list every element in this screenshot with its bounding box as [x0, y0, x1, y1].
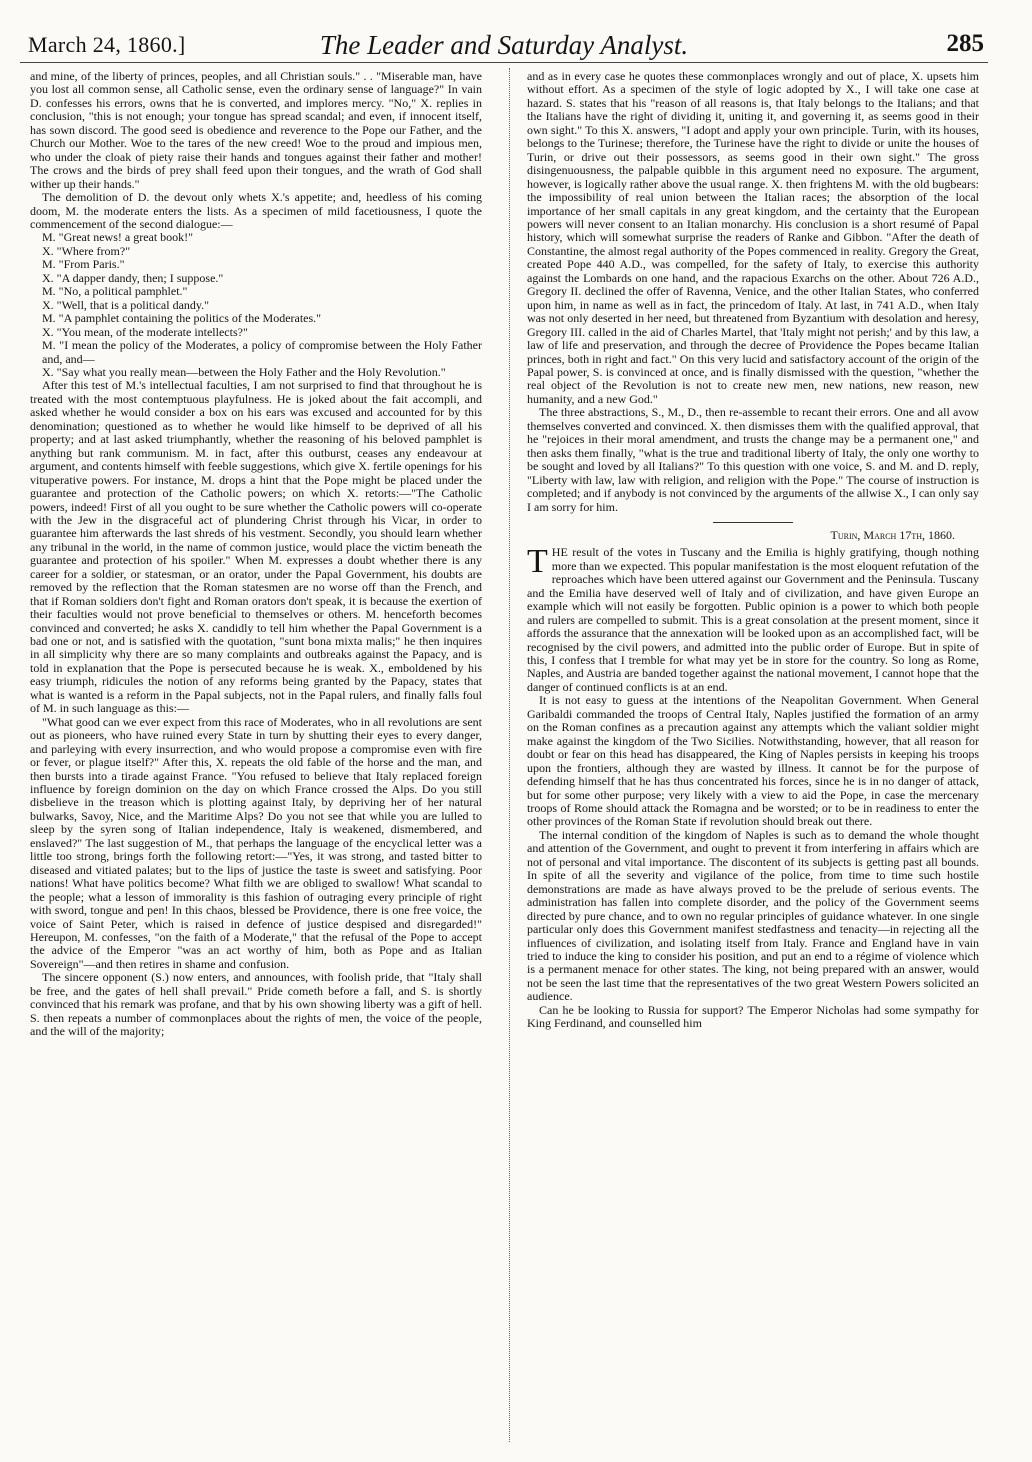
dialogue-line: M. "From Paris." [42, 257, 125, 272]
dateline: Turin, March 17th, 1860. [830, 527, 955, 542]
dialogue-line: M. "A pamphlet containing the politics of the Moderates." [42, 311, 322, 326]
issue-date: March 24, 1860.] [28, 32, 186, 57]
lead-paragraph [527, 543, 979, 694]
paragraph: It is not easy to guess at the intentions of the Neapolitan Government. When General Garibaldi commanded the troops of Central Italy, Naples justified the formation of an army on the Roman confines as a precaution against any attempts which the valiant soldier might make against the kingdom of the Two Sicilies. Notwithstanding, however, that all reason for doubt or fear on this head has disappeared, the King of Naples persists in keeping his troops upon the frontiers, although they are wasted by illness. It cannot be for the purpose of defending himself that he has thus concentrated his forces, since he is in no danger of attack, but for some other purpose; very likely with a view to aid the Pope, in case the mercenary troops of Rome should attack the Romagna and be worsted; or to be in readiness to enter the other provinces of the Roman State if revolution should break out there. [527, 693, 979, 829]
paragraph: The internal condition of the kingdom of Naples is such as to demand the whole thought and attention of the Government, and ought to prevent it from interfering in affairs which are not of personal and vital importance. The discontent of its subjects is getting past all bounds. In spite of all the severity and vigilance of the police, from time to time such hostile demonstrations are made as have always proved to be the prelude of serious events. The administration has fallen into complete disorder, and the policy of the Government seems directed by pure chance, and to own no regular principles of guidance whatever. In one single particular only does this Government manifest stedfastness and tenacity—in rejecting all the influences of civilization, and isolating itself from Italy. France and England have in vain tried to induce the king to consider his position, and put an end to a régime of violence which is a permanent menace for other states. The king, not being prepared with an answer, would not be seen the last time that the representatives of the two great Western Powers solicited an audience. [527, 827, 979, 1004]
left-column [30, 70, 482, 1438]
drop-cap: T [527, 543, 548, 581]
publication-title: The Leader and Saturday Analyst. [319, 30, 689, 60]
dialogue-line: X. "Say what you really mean—between the Holy Father and the Holy Revolution." [42, 364, 446, 379]
dialogue-line: M. "Great news! a great book!" [42, 230, 194, 245]
paragraph: and mine, of the liberty of princes, peoples, and all Christian souls." . . "Miserable man, have you lost all common sense, all Catholic sense, even the ordinary sense of language?" In vain D. confesses his errors, owns that he is converted, and implores mercy. "No," X. replies in conclusion, "this is not enough; your tongue has spread scandal; and even, if innocent itself, has sown discord. The good seed is obedience and reverence to the Pope our Father, and the Church our Mother. Woe to the tares of the new creed! Woe to the proud and impious men, who under the cloak of piety raise their hands and tongues against their father and mother! The crows and the birds of prey shall feed upon their tongues, and the wrath of God shall wither up their hands." [30, 70, 482, 191]
dialogue-line: M. "I mean the policy of the Moderates, a policy of compromise between the Holy Father and, and— [42, 338, 482, 366]
section-separator [713, 522, 793, 523]
paragraph: Can he be looking to Russia for support? The Emperor Nicholas had some sympathy for King Ferdinand, and counselled him [527, 1002, 979, 1031]
dialogue-line: X. "A dapper dandy, then; I suppose." [42, 270, 224, 285]
dialogue-block [30, 231, 482, 379]
paragraph: After this test of M.'s intellectual faculties, I am not surprised to find that throughout he is treated with the most contemptuous playfulness. He is joked about the fait accompli, and asked whether he would consider a box on his ears was excused and accounted for by this denomination; questioned as to whether he would like himself to be deprived of all his property; and at last asked triumphantly, whether the reasoning of his beloved pamphlet is anything but rank communism. M. in fact, after this outburst, ceases any endeavour at argument, and contents himself with feeble suggestions, which give X. fertile openings for his vituperative powers. For instance, M. drops a hint that the Pope might be placed under the guarantee and protection of the Catholic powers; on which X. retorts:—"The Catholic powers, indeed! First of all you ought to be sure whether the Catholic powers will co-operate with the Jew in the disgraceful act of plundering Christ through his Vicar, in order to guarantee him afterwards the last shreds of his vestment. Secondly, you should learn whether any tribunal in the world, in the name of common justice, would place the victim beneath the guarantee and protection of his spoiler." When M. expresses a doubt whether there is any career for a soldier, or statesman, or an orator, under the Papal Government, his doubts are removed by the reflection that the Roman statesmen are no worse off than the French, and that if Roman soldiers don't fight and Roman orators don't speak, it is because the exertion of their faculties would not prove beneficial to themselves or others. M. henceforth becomes convinced and converted; he asks X. candidly to tell him whether the Papal Government is a bad one or not, and is satisfied with the quotation, "sunt bona mixta malis;" he then inquires in all simplicity why there are so many complaints and outbreaks against the Papacy, and is told in explanation that the Pope is persecuted because he is weak. X., emboldened by his easy triumph, ridicules the notion of any reforms being granted by the Papacy, states that what is wanted is a reform in the Papal subjects, not in the Papal rulers, and finally falls foul of M. in such language as this:— [30, 378, 482, 716]
page-number: 285 [946, 30, 984, 57]
paragraph: and as in every case he quotes these commonplaces wrongly and out of place, X. upsets him without effort. As a specimen of the style of logic adopted by X., I will take one case at hazard. S. states that his "reason of all reasons is, that Italy belongs to the Italians; and that the Italians have the right of dividing it, uniting it, and governing it, as seems good in their own sight." To this X. answers, "I adopt and apply your own principle. Turin, with its houses, belongs to the Turinese; therefore, the Turinese have the right to divide or unite the houses of Turin, or drive out their possessors, as seems good in their own sight." The gross disingenuousness, the palpable quibble in this argument need no exposure. The argument, however, is logically rather above the usual range. X. then frightens M. with the old bugbears: the impossibility of real union between the Italian races; the absorption of the local importance of her small capitals in any great kingdom, and the certainty that the European powers will never consent to an Italian monarchy. His conclusion is a short resumé of Papal history, which will somewhat surprise the readers of Ranke and Gibbon. "After the death of Constantine, the almost regal authority of the Popes commenced in reality. Gregory the Great, created Pope 440 A.D., was compelled, for the safety of Italy, to exercise this authority against the Lombards on one hand, and the rapacious Exarchs on the other. About 726 A.D., Gregory II. declined the offer of Ravenna, Venice, and the other Italian States, who conferred upon him, in name as well as in fact, the princedom of Italy. At last, in 741 A.D., when Italy was not only deserted in her need, but threatened from Byzantium with desolation and heresy, Gregory III. called in the aid of Charles Martel, that 'Italy might not perish;' and by this law, a law of life and preservation, and through the decree of Providence the Popes became Italian princes, both in right and fact." On this very lucid and satisfactory account of the origin of the Papal power, S. is convinced at once, and is finally dismissed with the question, "whether the real object of the Revolution is not to create new men, new nations, new reason, new humanity, and a new God." [527, 70, 979, 406]
lead-paragraph-text: HE result of the votes in Tuscany and the Emilia is highly gratifying, though nothing more than we expected. This popular manifestation is the most eloquent refutation of the reproaches which have been uttered against our Government and the Peninsula. Tuscany and the Emilia have deserved well of Italy and of civilization, and have given Europe an example which will not easily be forgotten. Public opinion is a power to which both people and rulers are compelled to submit. This is a great consolation at the present moment, since it affords the assurance that the annexation will be looked upon as an accomplished fact, will be recognised by the civil powers, and admitted into the public order of Europe. But in spite of this, I confess that I tremble for what may yet be in store for the country. So long as Rome, Naples, and Austria are banded together against the national movement, I cannot hope that the danger of continued conflicts is at an end. [527, 545, 979, 694]
page-header [20, 30, 988, 63]
paragraph: The demolition of D. the devout only whets X.'s appetite; and, heedless of his coming doom, M. the moderate enters the lists. As a specimen of mild facetiousness, I quote the commencement of the second dialogue:— [30, 190, 482, 231]
paragraph: "What good can we ever expect from this race of Moderates, who in all revolutions are sent out as pioneers, who have ruined every State in turn by shutting their eyes to every danger, and parleying with every insurrection, and who would propose a compromise even with fire or fever, or plague itself?" After this, X. repeats the old fable of the horse and the man, and then bursts into a tirade against France. "You refused to believe that Italy replaced foreign influence by foreign dominion on the day on which France crossed the Alps. Do you still disbelieve in the treason which is plotting against Italy, by depriving her of her natural bulwarks, Savoy, Nice, and the Maritime Alps? Do you not see that while you are lulled to sleep by the syren song of Italian independence, Italy is weakened, dismembered, and enslaved?" The last suggestion of M., that perhaps the language of the encyclical letter was a little too strong, brings forth the following retort:—"Yes, it was strong, and tasted bitter to diseased and vitiated palates; but to the lips of justice the taste is sweet and satisfying. Poor nations! What have politics become? What filth we are obliged to swallow! What scandal to the people; what a lesson of immorality is this fashion of outraging every principle of right with sword, tongue and pen! In this chaos, blessed be Providence, there is one free voice, the voice of Saint Peter, which is raised in defence of justice despised and disregarded!" Hereupon, M. confesses, "on the faith of a Moderate," that the refusal of the Pope to accept the advice of the Emperor "was an act worthy of him, both as Pope and as Italian Sovereign"—and then retires in shame and confusion. [30, 714, 482, 971]
dialogue-line: X. "You mean, of the moderate intellects?" [42, 324, 248, 339]
dialogue-line: X. "Where from?" [42, 243, 131, 258]
dialogue-line: M. "No, a political pamphlet." [42, 284, 188, 299]
column-divider [509, 68, 510, 1442]
paragraph: The three abstractions, S., M., D., then re-assemble to recant their errors. One and all avow themselves converted and convinced. X. then dismisses them with the qualified approval, that he "rejoices in their moral amendment, and trusts the change may be a permanent one," and then asks them finally, "what is the true and traditional liberty of Italy, the only one worthy to be sought and loved by all Italians?" To this question with one voice, S. and M. and D. reply, "Liberty with law, law with religion, and religion with the Pope." The course of instruction is completed; and if anybody is not convinced by the arguments of the allwise X., I can only say I am sorry for him. [527, 405, 979, 514]
paragraph: The sincere opponent (S.) now enters, and announces, with foolish pride, that "Italy shall be free, and the gates of hell shall prevail." Pride cometh before a fall, and S. is shortly convinced that his remark was profane, and that by his own showing liberty was a gift of hell. S. then repeats a number of commonplaces about the rights of men, the voice of the people, and the will of the majority; [30, 970, 482, 1039]
right-column [527, 70, 979, 1438]
dialogue-line: X. "Well, that is a political dandy." [42, 297, 210, 312]
